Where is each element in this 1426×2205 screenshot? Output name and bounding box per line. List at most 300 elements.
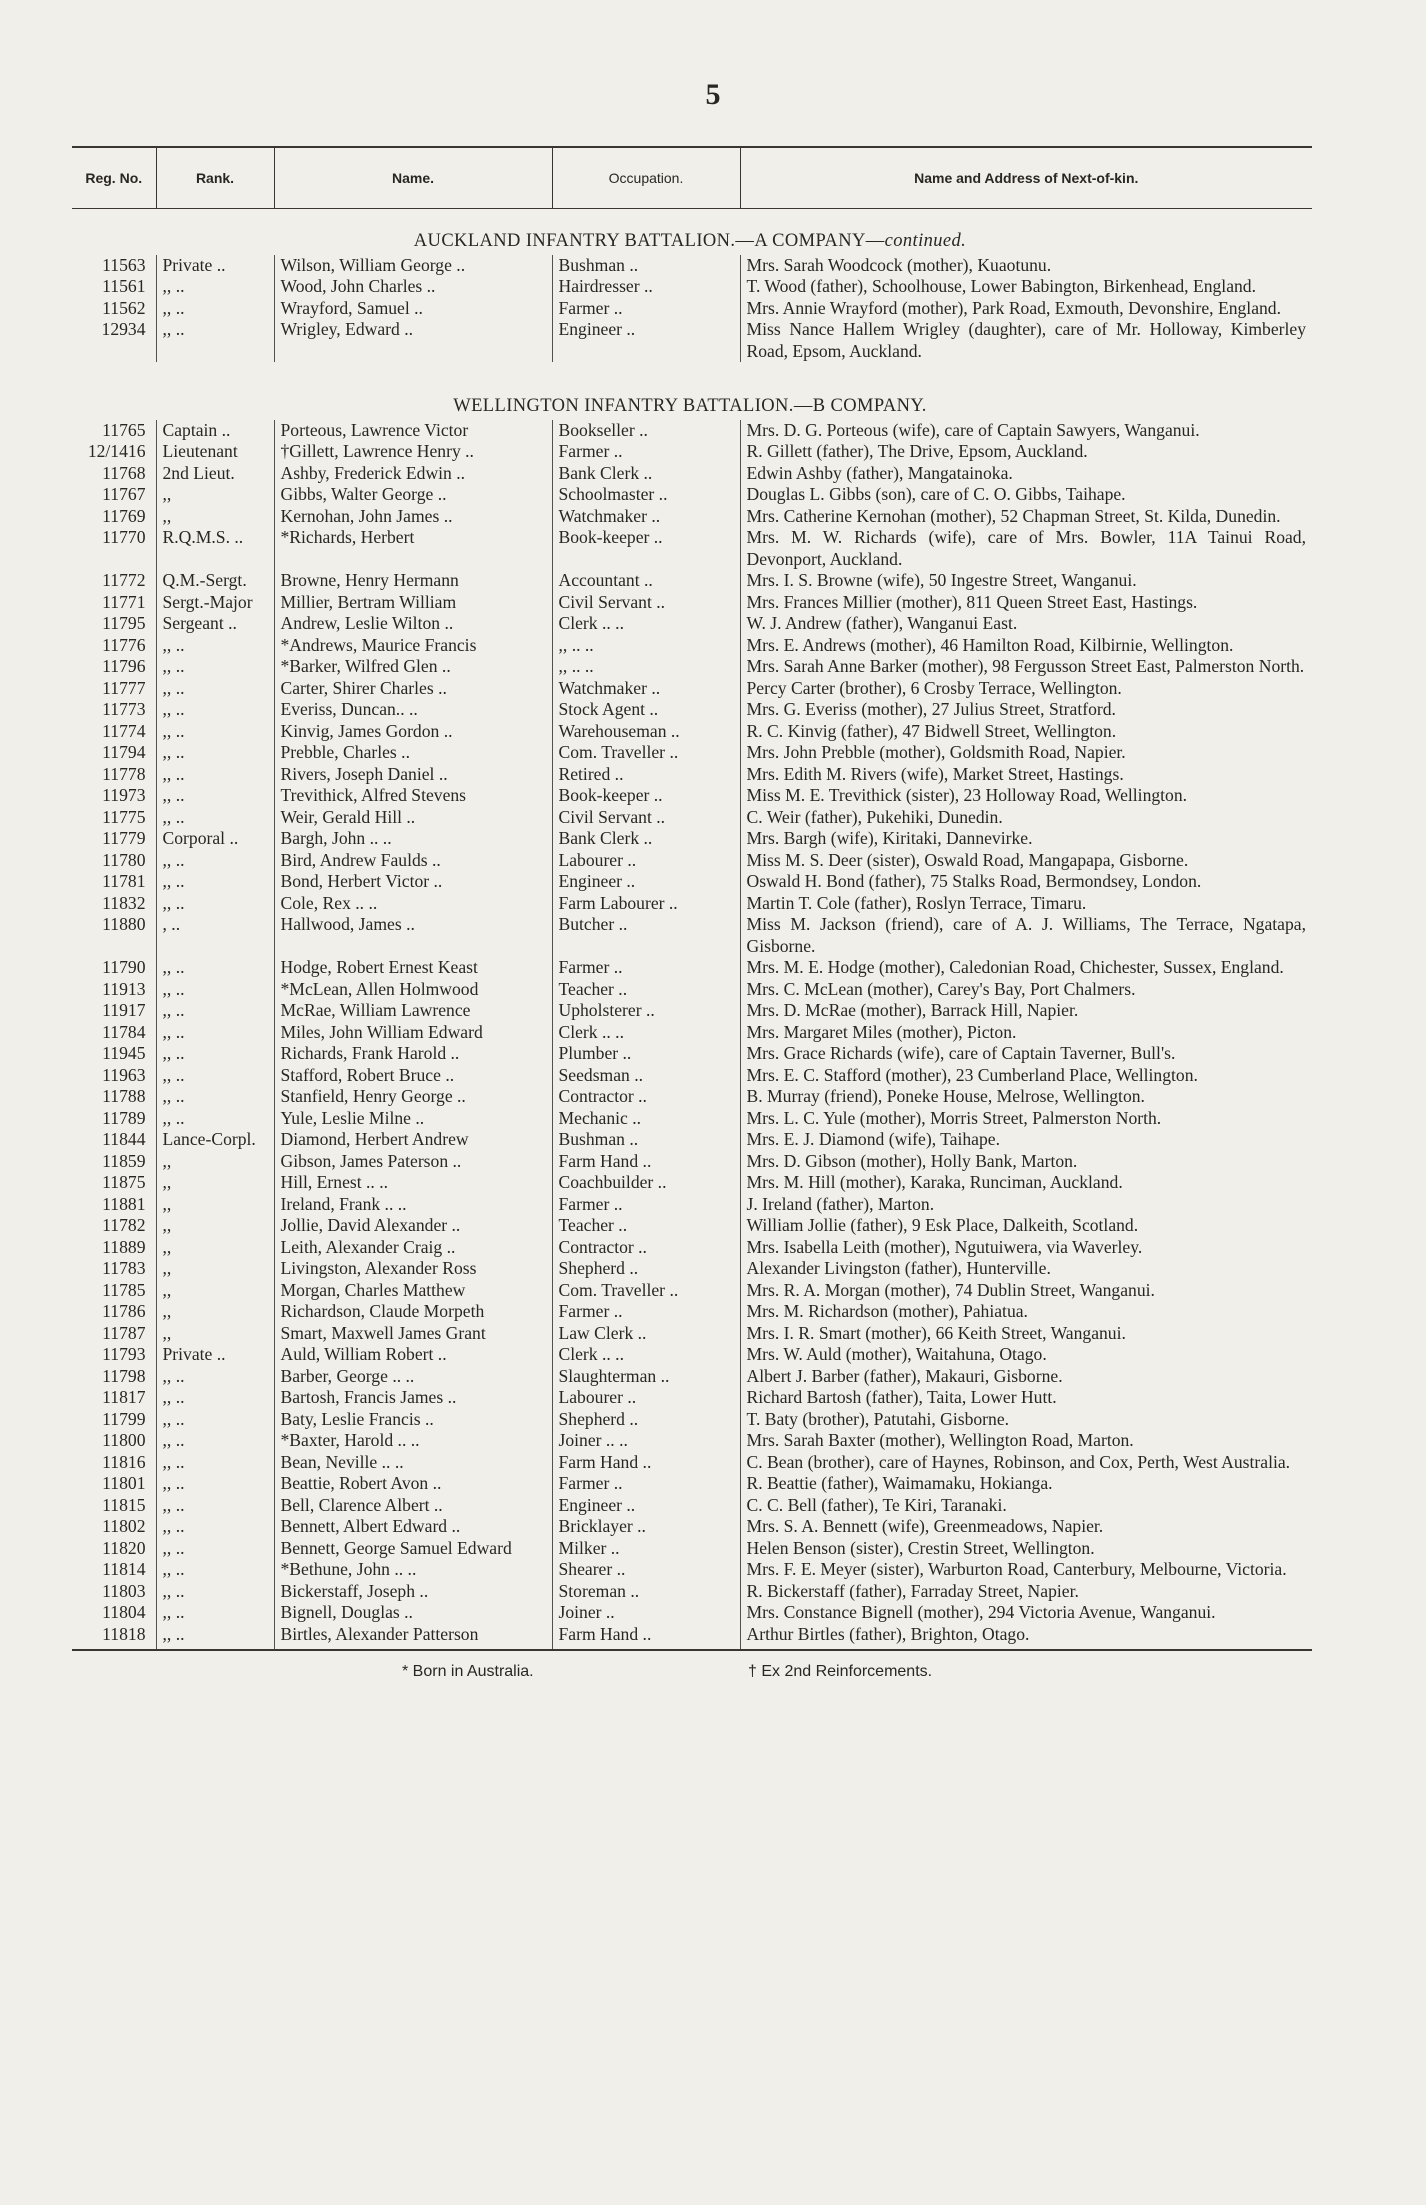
cell-rank: 2nd Lieut.: [156, 463, 274, 485]
cell-next-of-kin: Mrs. S. A. Bennett (wife), Greenmeadows, Napier.: [740, 1516, 1312, 1538]
cell-reg-no: 11781: [102, 871, 146, 891]
cell-reg-no: 11784: [102, 1021, 146, 1042]
cell-reg-no: 11814: [102, 1559, 146, 1579]
cell-next-of-kin: Mrs. Margaret Miles (mother), Picton.: [740, 1022, 1312, 1044]
col-header-rank: Rank.: [156, 147, 274, 209]
cell-name: Leith, Alexander Craig ..: [274, 1237, 552, 1259]
cell-name: Bartosh, Francis James ..: [274, 1387, 552, 1409]
cell-rank: Corporal ..: [156, 828, 274, 850]
cell-rank: Captain ..: [156, 420, 274, 442]
cell-rank: ,, ..: [156, 1065, 274, 1087]
cell-next-of-kin: Mrs. M. W. Richards (wife), care of Mrs. Bowler, 11A Tainui Road, Devonport, Auckland.: [740, 527, 1312, 570]
cell-occupation: Bank Clerk ..: [552, 463, 740, 485]
cell-rank: ,, ..: [156, 1086, 274, 1108]
cell-name: Millier, Bertram William: [274, 592, 552, 614]
cell-next-of-kin: Miss Nance Hallem Wrigley (daughter), care of Mr. Holloway, Kimberley Road, Epsom, Auckland.: [740, 319, 1312, 362]
cell-reg-no: 11796: [102, 656, 146, 676]
cell-occupation: Teacher ..: [552, 979, 740, 1001]
cell-reg-no: 11973: [102, 785, 146, 805]
cell-next-of-kin: Mrs. W. Auld (mother), Waitahuna, Otago.: [740, 1344, 1312, 1366]
table-row: [72, 1344, 1312, 1366]
cell-occupation: Farmer ..: [552, 957, 740, 979]
cell-name: *Andrews, Maurice Francis: [274, 635, 552, 657]
cell-rank: ,, ..: [156, 1624, 274, 1650]
cell-reg-no: 11772: [102, 570, 146, 590]
table-row: [72, 1043, 1312, 1065]
cell-reg-no: 11816: [102, 1451, 146, 1472]
table-row: [72, 1473, 1312, 1495]
cell-next-of-kin: T. Wood (father), Schoolhouse, Lower Babington, Birkenhead, England.: [740, 276, 1312, 298]
cell-occupation: Upholsterer ..: [552, 1000, 740, 1022]
cell-next-of-kin: Mrs. Sarah Woodcock (mother), Kuaotunu.: [740, 255, 1312, 277]
cell-name: *McLean, Allen Holmwood: [274, 979, 552, 1001]
cell-name: Barber, George .. ..: [274, 1366, 552, 1388]
cell-occupation: Clerk .. ..: [552, 1022, 740, 1044]
cell-occupation: Engineer ..: [552, 871, 740, 893]
cell-next-of-kin: Mrs. R. A. Morgan (mother), 74 Dublin Street, Wanganui.: [740, 1280, 1312, 1302]
cell-rank: Q.M.-Sergt.: [156, 570, 274, 592]
cell-next-of-kin: Douglas L. Gibbs (son), care of C. O. Gibbs, Taihape.: [740, 484, 1312, 506]
cell-name: Stafford, Robert Bruce ..: [274, 1065, 552, 1087]
table-row: [72, 764, 1312, 786]
cell-occupation: Farmer ..: [552, 1194, 740, 1216]
cell-occupation: Storeman ..: [552, 1581, 740, 1603]
roll-sheet: [72, 146, 1312, 1691]
cell-reg-no: 11945: [102, 1043, 146, 1063]
continued-note: continued.: [884, 231, 967, 251]
cell-next-of-kin: Oswald H. Bond (father), 75 Stalks Road, Bermondsey, London.: [740, 871, 1312, 893]
cell-rank: ,, ..: [156, 1495, 274, 1517]
cell-reg-no: 11790: [102, 957, 146, 977]
cell-next-of-kin: Mrs. Grace Richards (wife), care of Captain Taverner, Bull's.: [740, 1043, 1312, 1065]
cell-reg-no: 11774: [102, 720, 146, 741]
cell-reg-no: 11561: [102, 276, 146, 296]
cell-reg-no: 11780: [102, 849, 146, 870]
cell-name: Bargh, John .. ..: [274, 828, 552, 850]
cell-occupation: Warehouseman ..: [552, 721, 740, 743]
cell-rank: ,, ..: [156, 1000, 274, 1022]
cell-occupation: Plumber ..: [552, 1043, 740, 1065]
cell-next-of-kin: Mrs. I. S. Browne (wife), 50 Ingestre Street, Wanganui.: [740, 570, 1312, 592]
cell-name: Diamond, Herbert Andrew: [274, 1129, 552, 1151]
nominal-roll-table: [72, 146, 1312, 1649]
cell-occupation: Clerk .. ..: [552, 1344, 740, 1366]
cell-occupation: Watchmaker ..: [552, 678, 740, 700]
table-row: [72, 1172, 1312, 1194]
cell-reg-no: 11802: [102, 1516, 146, 1536]
cell-next-of-kin: Mrs. Catherine Kernohan (mother), 52 Chapman Street, St. Kilda, Dunedin.: [740, 506, 1312, 528]
cell-occupation: Engineer ..: [552, 1495, 740, 1517]
cell-rank: ,,: [156, 1301, 274, 1323]
table-row: [72, 1000, 1312, 1022]
table-row: [72, 1430, 1312, 1452]
cell-reg-no: 11880: [102, 914, 146, 934]
cell-name: Hodge, Robert Ernest Keast: [274, 957, 552, 979]
cell-next-of-kin: Mrs. C. McLean (mother), Carey's Bay, Port Chalmers.: [740, 979, 1312, 1001]
cell-rank: ,, ..: [156, 785, 274, 807]
col-header-kin: Name and Address of Next-of-kin.: [740, 147, 1312, 209]
cell-name: Kinvig, James Gordon ..: [274, 721, 552, 743]
cell-reg-no: 11778: [102, 763, 146, 784]
cell-name: Beattie, Robert Avon ..: [274, 1473, 552, 1495]
cell-reg-no: 11769: [102, 505, 146, 526]
cell-rank: ,, ..: [156, 1516, 274, 1538]
table-row: [72, 527, 1312, 570]
cell-name: Birtles, Alexander Patterson: [274, 1624, 552, 1650]
cell-reg-no: 11799: [102, 1408, 146, 1429]
table-row: [72, 613, 1312, 635]
table-row: [72, 1129, 1312, 1151]
cell-rank: ,, ..: [156, 721, 274, 743]
footnote-ex-reinforcements: † Ex 2nd Reinforcements.: [748, 1663, 933, 1680]
cell-next-of-kin: Mrs. I. R. Smart (mother), 66 Keith Street, Wanganui.: [740, 1323, 1312, 1345]
cell-occupation: Book-keeper ..: [552, 527, 740, 570]
table-row: [72, 850, 1312, 872]
table-row: [72, 463, 1312, 485]
table-row: [72, 656, 1312, 678]
cell-occupation: Contractor ..: [552, 1237, 740, 1259]
cell-reg-no: 11771: [102, 591, 146, 612]
cell-name: Livingston, Alexander Ross: [274, 1258, 552, 1280]
cell-rank: ,, ..: [156, 635, 274, 657]
cell-name: Trevithick, Alfred Stevens: [274, 785, 552, 807]
table-row: [72, 298, 1312, 320]
cell-reg-no: 11804: [102, 1602, 146, 1622]
cell-name: Ireland, Frank .. ..: [274, 1194, 552, 1216]
cell-name: Stanfield, Henry George ..: [274, 1086, 552, 1108]
cell-next-of-kin: Albert J. Barber (father), Makauri, Gisborne.: [740, 1366, 1312, 1388]
cell-rank: ,, ..: [156, 319, 274, 362]
cell-reg-no: 11775: [102, 806, 146, 827]
cell-rank: ,, ..: [156, 764, 274, 786]
cell-occupation: Law Clerk ..: [552, 1323, 740, 1345]
table-row: [72, 1559, 1312, 1581]
table-row: [72, 1366, 1312, 1388]
table-row: [72, 699, 1312, 721]
table-row: [72, 678, 1312, 700]
cell-occupation: Com. Traveller ..: [552, 1280, 740, 1302]
table-row: [72, 1151, 1312, 1173]
cell-reg-no: 11798: [102, 1365, 146, 1386]
cell-next-of-kin: Mrs. F. E. Meyer (sister), Warburton Road, Canterbury, Melbourne, Victoria.: [740, 1559, 1312, 1581]
cell-name: Browne, Henry Hermann: [274, 570, 552, 592]
cell-reg-no: 11832: [102, 892, 146, 913]
cell-next-of-kin: R. Bickerstaff (father), Farraday Street, Napier.: [740, 1581, 1312, 1603]
cell-reg-no: 11788: [102, 1086, 146, 1106]
cell-next-of-kin: Mrs. E. C. Stafford (mother), 23 Cumberland Place, Wellington.: [740, 1065, 1312, 1087]
table-row: [72, 1495, 1312, 1517]
cell-next-of-kin: Miss M. E. Trevithick (sister), 23 Holloway Road, Wellington.: [740, 785, 1312, 807]
cell-rank: ,,: [156, 1323, 274, 1345]
cell-occupation: Shepherd ..: [552, 1409, 740, 1431]
cell-occupation: Clerk .. ..: [552, 613, 740, 635]
cell-rank: ,, ..: [156, 1022, 274, 1044]
cell-name: Richards, Frank Harold ..: [274, 1043, 552, 1065]
cell-rank: Lieutenant: [156, 441, 274, 463]
cell-next-of-kin: C. Weir (father), Pukehiki, Dunedin.: [740, 807, 1312, 829]
footnote-born-australia: * Born in Australia.: [402, 1663, 534, 1680]
cell-name: Yule, Leslie Milne ..: [274, 1108, 552, 1130]
cell-name: Wilson, William George ..: [274, 255, 552, 277]
table-row: [72, 1301, 1312, 1323]
cell-rank: ,, ..: [156, 1538, 274, 1560]
cell-next-of-kin: William Jollie (father), 9 Esk Place, Dalkeith, Scotland.: [740, 1215, 1312, 1237]
header-row: [72, 147, 1312, 209]
cell-name: Wrigley, Edward ..: [274, 319, 552, 362]
cell-name: Prebble, Charles ..: [274, 742, 552, 764]
cell-name: Bell, Clarence Albert ..: [274, 1495, 552, 1517]
table-row: [72, 721, 1312, 743]
cell-name: Richardson, Claude Morpeth: [274, 1301, 552, 1323]
cell-name: Wood, John Charles ..: [274, 276, 552, 298]
section-title: WELLINGTON INFANTRY BATTALION.—B COMPANY.: [453, 396, 927, 416]
cell-rank: ,,: [156, 1194, 274, 1216]
cell-rank: ,, ..: [156, 1602, 274, 1624]
cell-occupation: Milker ..: [552, 1538, 740, 1560]
table-row: [72, 893, 1312, 915]
table-row: [72, 1538, 1312, 1560]
cell-reg-no: 11562: [102, 297, 146, 318]
cell-reg-no: 11777: [102, 677, 146, 698]
cell-name: *Baxter, Harold .. ..: [274, 1430, 552, 1452]
cell-next-of-kin: Percy Carter (brother), 6 Crosby Terrace, Wellington.: [740, 678, 1312, 700]
cell-next-of-kin: Mrs. G. Everiss (mother), 27 Julius Street, Stratford.: [740, 699, 1312, 721]
cell-reg-no: 11859: [102, 1150, 146, 1171]
table-row: [72, 1280, 1312, 1302]
cell-name: Gibbs, Walter George ..: [274, 484, 552, 506]
cell-occupation: Joiner ..: [552, 1602, 740, 1624]
cell-reg-no: 11913: [102, 978, 146, 999]
cell-rank: ,, ..: [156, 1559, 274, 1581]
cell-name: Smart, Maxwell James Grant: [274, 1323, 552, 1345]
cell-next-of-kin: C. C. Bell (father), Te Kiri, Taranaki.: [740, 1495, 1312, 1517]
cell-name: Rivers, Joseph Daniel ..: [274, 764, 552, 786]
cell-name: *Barker, Wilfred Glen ..: [274, 656, 552, 678]
cell-reg-no: 11963: [102, 1064, 146, 1085]
cell-name: Jollie, David Alexander ..: [274, 1215, 552, 1237]
cell-next-of-kin: Mrs. D. McRae (mother), Barrack Hill, Napier.: [740, 1000, 1312, 1022]
cell-occupation: Farm Hand ..: [552, 1452, 740, 1474]
table-row: [72, 420, 1312, 442]
cell-name: Bird, Andrew Faulds ..: [274, 850, 552, 872]
cell-rank: ,, ..: [156, 1108, 274, 1130]
section-heading-row: [72, 209, 1312, 255]
cell-rank: ,, ..: [156, 298, 274, 320]
cell-rank: ,, ..: [156, 850, 274, 872]
cell-name: Hill, Ernest .. ..: [274, 1172, 552, 1194]
cell-occupation: Stock Agent ..: [552, 699, 740, 721]
cell-reg-no: 12/1416: [87, 441, 146, 461]
cell-reg-no: 11563: [102, 254, 146, 275]
cell-occupation: Shearer ..: [552, 1559, 740, 1581]
cell-rank: ,,: [156, 1151, 274, 1173]
cell-next-of-kin: R. Beattie (father), Waimamaku, Hokianga.: [740, 1473, 1312, 1495]
table-row: [72, 570, 1312, 592]
cell-occupation: Mechanic ..: [552, 1108, 740, 1130]
col-header-name: Name.: [274, 147, 552, 209]
cell-rank: ,, ..: [156, 1387, 274, 1409]
cell-reg-no: 11889: [102, 1236, 146, 1257]
cell-reg-no: 11768: [102, 462, 146, 483]
cell-occupation: Farmer ..: [552, 441, 740, 463]
cell-occupation: Seedsman ..: [552, 1065, 740, 1087]
col-header-occupation: Occupation.: [552, 147, 740, 209]
cell-next-of-kin: Arthur Birtles (father), Brighton, Otago.: [740, 1624, 1312, 1650]
cell-rank: ,, ..: [156, 1581, 274, 1603]
cell-occupation: Farm Hand ..: [552, 1624, 740, 1650]
cell-reg-no: 11844: [102, 1129, 146, 1149]
roll-body: [72, 209, 1312, 1650]
footnotes: [72, 1651, 1312, 1691]
cell-name: Miles, John William Edward: [274, 1022, 552, 1044]
section-heading-row: [72, 362, 1312, 420]
cell-occupation: Watchmaker ..: [552, 506, 740, 528]
cell-occupation: Retired ..: [552, 764, 740, 786]
cell-occupation: Hairdresser ..: [552, 276, 740, 298]
cell-rank: ,,: [156, 1172, 274, 1194]
table-row: [72, 1086, 1312, 1108]
cell-rank: ,, ..: [156, 979, 274, 1001]
cell-occupation: Bricklayer ..: [552, 1516, 740, 1538]
cell-occupation: Teacher ..: [552, 1215, 740, 1237]
cell-reg-no: 11765: [102, 419, 146, 440]
cell-occupation: Contractor ..: [552, 1086, 740, 1108]
cell-name: Baty, Leslie Francis ..: [274, 1409, 552, 1431]
table-row: [72, 255, 1312, 277]
cell-next-of-kin: R. Gillett (father), The Drive, Epsom, Auckland.: [740, 441, 1312, 463]
cell-occupation: Butcher ..: [552, 914, 740, 957]
cell-next-of-kin: Mrs. D. Gibson (mother), Holly Bank, Marton.: [740, 1151, 1312, 1173]
cell-reg-no: 11801: [102, 1473, 146, 1493]
cell-rank: ,, ..: [156, 742, 274, 764]
table-row: [72, 1108, 1312, 1130]
cell-reg-no: 11783: [102, 1258, 146, 1278]
cell-next-of-kin: Mrs. L. C. Yule (mother), Morris Street, Palmerston North.: [740, 1108, 1312, 1130]
cell-name: Everiss, Duncan.. ..: [274, 699, 552, 721]
cell-rank: ,, ..: [156, 678, 274, 700]
table-row: [72, 871, 1312, 893]
cell-occupation: Civil Servant ..: [552, 807, 740, 829]
cell-reg-no: 11881: [102, 1193, 146, 1214]
table-row: [72, 635, 1312, 657]
cell-reg-no: 11779: [102, 828, 146, 848]
cell-occupation: Farmer ..: [552, 1473, 740, 1495]
table-row: [72, 785, 1312, 807]
table-row: [72, 1452, 1312, 1474]
cell-rank: ,, ..: [156, 957, 274, 979]
cell-rank: ,,: [156, 1237, 274, 1259]
cell-rank: R.Q.M.S. ..: [156, 527, 274, 570]
cell-name: Cole, Rex .. ..: [274, 893, 552, 915]
cell-next-of-kin: Mrs. Bargh (wife), Kiritaki, Dannevirke.: [740, 828, 1312, 850]
cell-name: Bignell, Douglas ..: [274, 1602, 552, 1624]
cell-occupation: Farm Hand ..: [552, 1151, 740, 1173]
cell-name: Hallwood, James ..: [274, 914, 552, 957]
cell-reg-no: 11817: [102, 1387, 146, 1407]
cell-reg-no: 11818: [102, 1623, 146, 1644]
cell-occupation: Slaughterman ..: [552, 1366, 740, 1388]
cell-next-of-kin: Mrs. E. J. Diamond (wife), Taihape.: [740, 1129, 1312, 1151]
table-row: [72, 914, 1312, 957]
cell-next-of-kin: T. Baty (brother), Patutahi, Gisborne.: [740, 1409, 1312, 1431]
cell-reg-no: 12934: [101, 319, 146, 339]
cell-occupation: Civil Servant ..: [552, 592, 740, 614]
cell-rank: ,, ..: [156, 1366, 274, 1388]
cell-next-of-kin: Mrs. M. Hill (mother), Karaka, Runciman, Auckland.: [740, 1172, 1312, 1194]
cell-reg-no: 11767: [102, 484, 146, 504]
cell-rank: ,,: [156, 1258, 274, 1280]
cell-name: McRae, William Lawrence: [274, 1000, 552, 1022]
cell-occupation: Schoolmaster ..: [552, 484, 740, 506]
cell-name: *Bethune, John .. ..: [274, 1559, 552, 1581]
table-row: [72, 1602, 1312, 1624]
cell-occupation: Labourer ..: [552, 850, 740, 872]
cell-occupation: Bushman ..: [552, 255, 740, 277]
cell-reg-no: 11793: [102, 1344, 146, 1364]
cell-name: Bennett, George Samuel Edward: [274, 1538, 552, 1560]
cell-rank: ,, ..: [156, 893, 274, 915]
cell-name: Bond, Herbert Victor ..: [274, 871, 552, 893]
cell-occupation: Bushman ..: [552, 1129, 740, 1151]
table-row: [72, 742, 1312, 764]
table-row: [72, 828, 1312, 850]
table-row: [72, 1409, 1312, 1431]
cell-rank: ,,: [156, 506, 274, 528]
cell-next-of-kin: Martin T. Cole (father), Roslyn Terrace, Timaru.: [740, 893, 1312, 915]
cell-next-of-kin: Mrs. Annie Wrayford (mother), Park Road, Exmouth, Devonshire, England.: [740, 298, 1312, 320]
cell-occupation: Com. Traveller ..: [552, 742, 740, 764]
cell-reg-no: 11820: [102, 1537, 146, 1558]
table-row: [72, 592, 1312, 614]
table-row: [72, 276, 1312, 298]
cell-occupation: Bank Clerk ..: [552, 828, 740, 850]
table-row: [72, 1065, 1312, 1087]
table-row: [72, 319, 1312, 362]
cell-next-of-kin: Mrs. Sarah Anne Barker (mother), 98 Fergusson Street East, Palmerston North.: [740, 656, 1312, 678]
cell-next-of-kin: W. J. Andrew (father), Wanganui East.: [740, 613, 1312, 635]
cell-reg-no: 11800: [102, 1430, 146, 1450]
cell-name: Andrew, Leslie Wilton ..: [274, 613, 552, 635]
cell-rank: ,, ..: [156, 807, 274, 829]
cell-name: Morgan, Charles Matthew: [274, 1280, 552, 1302]
cell-rank: ,, ..: [156, 871, 274, 893]
cell-name: Bean, Neville .. ..: [274, 1452, 552, 1474]
cell-rank: , ..: [156, 914, 274, 957]
table-row: [72, 807, 1312, 829]
cell-occupation: Farmer ..: [552, 298, 740, 320]
cell-next-of-kin: Mrs. Edith M. Rivers (wife), Market Street, Hastings.: [740, 764, 1312, 786]
cell-next-of-kin: C. Bean (brother), care of Haynes, Robinson, and Cox, Perth, West Australia.: [740, 1452, 1312, 1474]
cell-occupation: Book-keeper ..: [552, 785, 740, 807]
cell-reg-no: 11776: [102, 634, 146, 655]
cell-occupation: Farm Labourer ..: [552, 893, 740, 915]
table-row: [72, 506, 1312, 528]
cell-name: *Richards, Herbert: [274, 527, 552, 570]
cell-next-of-kin: Helen Benson (sister), Crestin Street, Wellington.: [740, 1538, 1312, 1560]
cell-reg-no: 11803: [102, 1580, 146, 1601]
cell-reg-no: 11789: [102, 1107, 146, 1128]
cell-name: Auld, William Robert ..: [274, 1344, 552, 1366]
cell-next-of-kin: Richard Bartosh (father), Taita, Lower Hutt.: [740, 1387, 1312, 1409]
cell-rank: ,, ..: [156, 1043, 274, 1065]
section-title: AUCKLAND INFANTRY BATTALION.—A COMPANY—continued.: [413, 231, 967, 251]
cell-rank: ,, ..: [156, 1430, 274, 1452]
cell-rank: ,, ..: [156, 276, 274, 298]
cell-occupation: Farmer ..: [552, 1301, 740, 1323]
cell-reg-no: 11875: [102, 1172, 146, 1192]
cell-rank: ,,: [156, 1280, 274, 1302]
table-row: [72, 1581, 1312, 1603]
